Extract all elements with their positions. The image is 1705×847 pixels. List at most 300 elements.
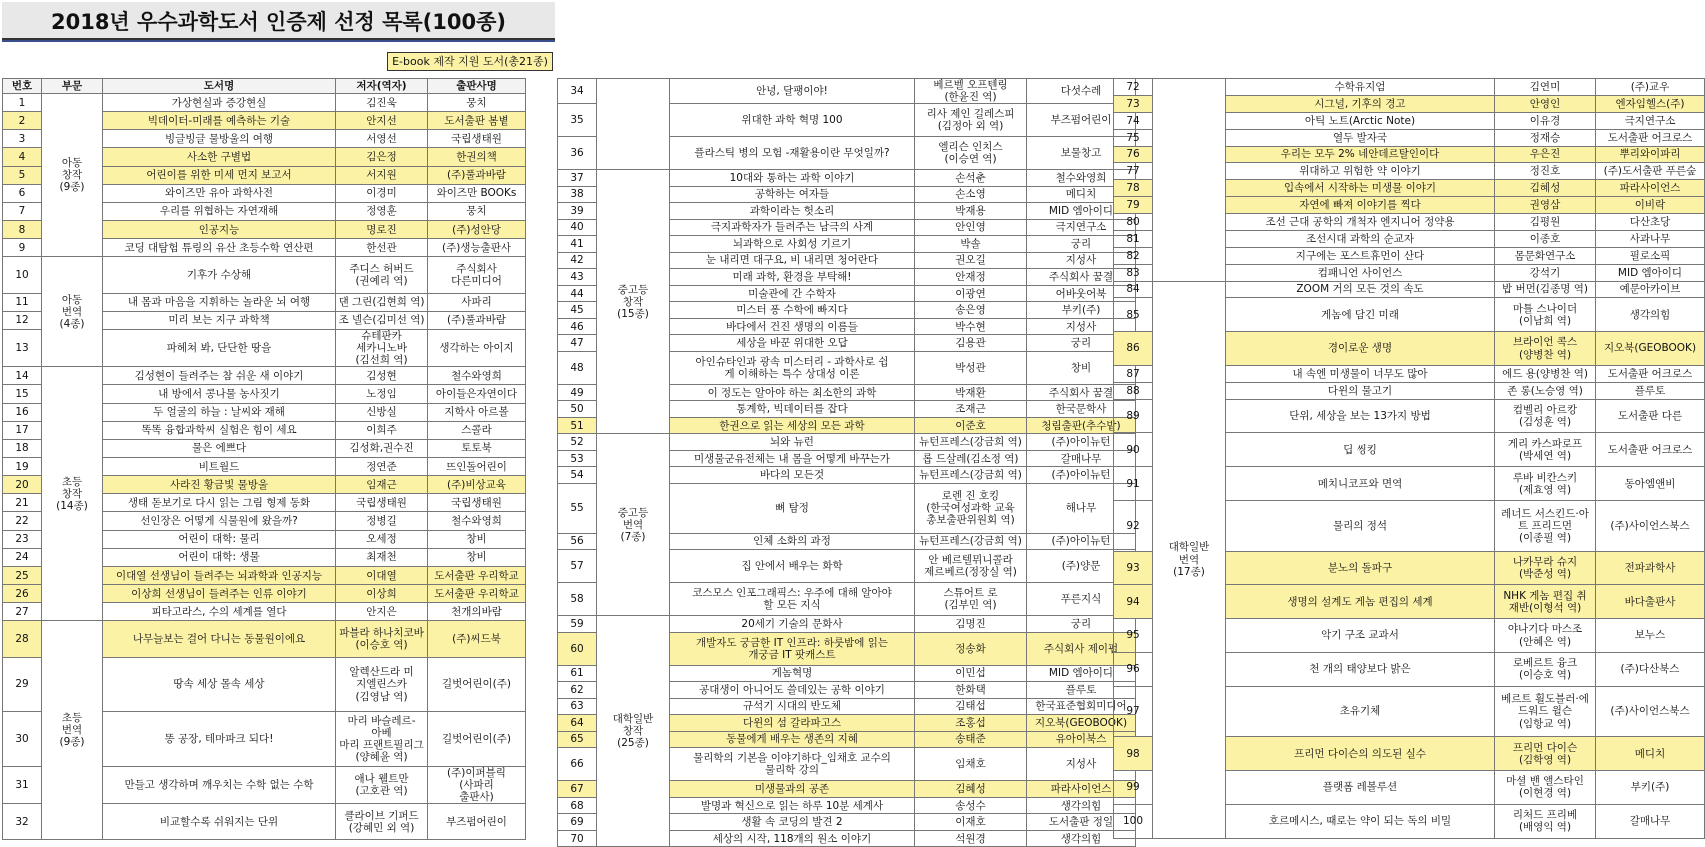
- row-number: 15: [3, 385, 42, 403]
- row-number: 77: [1114, 163, 1153, 180]
- author-cell: 루바 비칸스키 (제효영 역): [1495, 467, 1596, 501]
- book-table: [2, 78, 526, 840]
- publisher-cell: 뜨인돌어린이: [428, 458, 526, 476]
- publisher-cell: (주)아이뉴턴: [1027, 533, 1136, 550]
- book-title: 기후가 수상해: [103, 257, 336, 293]
- book-title: 공대생이 아니어도 쓸데있는 공학 이야기: [670, 682, 915, 699]
- table-row: [558, 79, 1136, 104]
- author-cell: 파블라 하나치코바 (이승호 역): [336, 621, 428, 657]
- book-title: 발명과 혁신으로 읽는 하루 10분 세계사: [670, 797, 915, 814]
- row-number: 5: [3, 166, 42, 184]
- publisher-cell: MID 엠아이디: [1027, 665, 1136, 682]
- publisher-cell: (주)성안당: [428, 221, 526, 239]
- author-cell: 김성화,권수진: [336, 439, 428, 457]
- publisher-cell: (주)아이뉴턴: [1027, 434, 1136, 451]
- author-cell: 조홍섭: [915, 715, 1027, 732]
- author-cell: 마틀 스나이더 (이남희 역): [1495, 298, 1596, 332]
- table-column-3: [1113, 78, 1705, 839]
- book-title: 어린이를 위한 미세 먼지 보고서: [103, 166, 336, 184]
- book-title: 물리의 정석: [1226, 500, 1495, 551]
- author-cell: 애나 웰트만 (고호관 역): [336, 766, 428, 803]
- publisher-cell: 부즈펌어린이: [428, 803, 526, 839]
- publisher-cell: (주)풀과바람: [428, 166, 526, 184]
- header-cell: 출판사명: [428, 79, 526, 94]
- publisher-cell: 갈매나무: [1596, 804, 1705, 838]
- publisher-cell: 파라사이언스: [1596, 180, 1705, 197]
- row-number: 37: [558, 170, 597, 187]
- author-cell: 로렌 진 호킹 (한국여성과학 교육 총보출판위원회 역): [915, 483, 1027, 533]
- publisher-cell: 다산초당: [1596, 214, 1705, 231]
- author-cell: 컴벨리 아르캉 (김성훈 역): [1495, 399, 1596, 433]
- table-row: [1114, 79, 1705, 96]
- row-number: 18: [3, 439, 42, 457]
- book-title: 초유기체: [1226, 686, 1495, 737]
- author-cell: 엘리슨 인치스 (이승연 역): [915, 137, 1027, 170]
- book-title: 뼈 탐정: [670, 483, 915, 533]
- row-number: 39: [558, 203, 597, 220]
- row-number: 98: [1114, 737, 1153, 771]
- row-number: 21: [3, 494, 42, 512]
- author-cell: 송은영: [915, 302, 1027, 319]
- author-cell: 한선관: [336, 239, 428, 257]
- publisher-cell: (주)교우: [1596, 79, 1705, 96]
- author-cell: 명로진: [336, 221, 428, 239]
- author-cell: 김혜성: [1495, 180, 1596, 197]
- book-title: 우리는 모두 2% 네안데르탈인이다: [1226, 146, 1495, 163]
- publisher-cell: 보누스: [1596, 619, 1705, 653]
- author-cell: 안재정: [915, 269, 1027, 286]
- publisher-cell: 유아이북스: [1027, 731, 1136, 748]
- row-number: 59: [558, 616, 597, 633]
- book-title: 안녕, 달팽이야!: [670, 79, 915, 104]
- category-cell: 아동 번역 (4종): [42, 257, 103, 367]
- publisher-cell: 도서출판 다른: [1596, 399, 1705, 433]
- row-number: 81: [1114, 230, 1153, 247]
- book-title: 다윈의 섬 갈라파고스: [670, 715, 915, 732]
- publisher-cell: 아이들은자연이다: [428, 385, 526, 403]
- author-cell: 클라이브 기퍼드 (강혜민 외 역): [336, 803, 428, 839]
- row-number: 41: [558, 236, 597, 253]
- author-cell: 야나기다 마스조 (안혜은 역): [1495, 619, 1596, 653]
- publisher-cell: 푸른지식: [1027, 583, 1136, 616]
- row-number: 3: [3, 130, 42, 148]
- publisher-cell: (주)아이뉴턴: [1027, 467, 1136, 484]
- publisher-cell: 와이즈만 BOOKs: [428, 184, 526, 202]
- author-cell: 강석기: [1495, 264, 1596, 281]
- book-title: 어린이 대학: 생물: [103, 548, 336, 566]
- row-number: 67: [558, 781, 597, 798]
- book-title: 동물에게 배우는 생존의 지혜: [670, 731, 915, 748]
- publisher-cell: 천개의바람: [428, 603, 526, 621]
- author-cell: 정영훈: [336, 202, 428, 220]
- author-cell: 나카무라 슈지 (박준성 역): [1495, 551, 1596, 585]
- author-cell: 뉴턴프레스(강금희 역): [915, 533, 1027, 550]
- book-title: 비트월드: [103, 458, 336, 476]
- author-cell: 임재근: [336, 476, 428, 494]
- author-cell: 댄 그린(김현희 역): [336, 293, 428, 311]
- publisher-cell: 생각의힘: [1027, 797, 1136, 814]
- book-title: 빙글빙글 물방울의 여행: [103, 130, 336, 148]
- row-number: 46: [558, 318, 597, 335]
- publisher-cell: 필로소픽: [1596, 247, 1705, 264]
- publisher-cell: 도서출판 봄볕: [428, 112, 526, 130]
- author-cell: 박재환: [915, 384, 1027, 401]
- author-cell: 뉴턴프레스(강금희 역): [915, 467, 1027, 484]
- author-cell: 정재승: [1495, 129, 1596, 146]
- author-cell: 정송화: [915, 632, 1027, 665]
- publisher-cell: 청림출판(추수밭): [1027, 417, 1136, 434]
- row-number: 62: [558, 682, 597, 699]
- book-title: 어린이 대학: 물리: [103, 530, 336, 548]
- page-title: 2018년 우수과학도서 인증제 선정 목록(100종): [50, 10, 506, 34]
- row-number: 6: [3, 184, 42, 202]
- table-row: [3, 94, 526, 112]
- author-cell: 신방실: [336, 403, 428, 421]
- row-number: 43: [558, 269, 597, 286]
- row-number: 88: [1114, 382, 1153, 399]
- book-title: 규석기 시대의 반도체: [670, 698, 915, 715]
- book-title: 컴패니언 사이언스: [1226, 264, 1495, 281]
- row-number: 28: [3, 621, 42, 657]
- row-number: 89: [1114, 399, 1153, 433]
- row-number: 36: [558, 137, 597, 170]
- author-cell: 안지선: [336, 112, 428, 130]
- book-title: 내 방에서 콩나물 농사짓기: [103, 385, 336, 403]
- table-row: [558, 434, 1136, 451]
- author-cell: 로베르트 융크 (이승호 역): [1495, 652, 1596, 686]
- row-number: 76: [1114, 146, 1153, 163]
- row-number: 94: [1114, 585, 1153, 619]
- book-title: 생태 돋보기로 다시 읽는 그림 형제 동화: [103, 494, 336, 512]
- publisher-cell: 다섯수레: [1027, 79, 1136, 104]
- book-title: 공학하는 여자들: [670, 186, 915, 203]
- author-cell: 정진호: [1495, 163, 1596, 180]
- row-number: 29: [3, 657, 42, 712]
- book-title: 우리를 위협하는 자연재해: [103, 202, 336, 220]
- book-title: 한권으로 읽는 세상의 모든 과학: [670, 417, 915, 434]
- author-cell: 김평원: [1495, 214, 1596, 231]
- author-cell: 박수현: [915, 318, 1027, 335]
- row-number: 83: [1114, 264, 1153, 281]
- book-title: 경이로운 생명: [1226, 332, 1495, 366]
- book-title: 10대와 통하는 과학 이야기: [670, 170, 915, 187]
- book-title: 미생물과의 공존: [670, 781, 915, 798]
- publisher-cell: 메디치: [1027, 186, 1136, 203]
- row-number: 27: [3, 603, 42, 621]
- author-cell: 이대열: [336, 566, 428, 584]
- row-number: 8: [3, 221, 42, 239]
- book-title: 김성현이 들려주는 참 쉬운 새 이야기: [103, 367, 336, 385]
- book-title: 통계학, 빅데이터를 잡다: [670, 401, 915, 418]
- row-number: 64: [558, 715, 597, 732]
- publisher-cell: MID 엠아이디: [1027, 203, 1136, 220]
- publisher-cell: (주)사이언스북스: [1596, 686, 1705, 737]
- table-row: [558, 616, 1136, 633]
- book-title: 파헤쳐 봐, 단단한 땅을: [103, 330, 336, 367]
- row-number: 48: [558, 351, 597, 384]
- publisher-cell: (주)생능출판사: [428, 239, 526, 257]
- book-title: 세상을 바꾼 위대한 오답: [670, 335, 915, 352]
- publisher-cell: 이비락: [1596, 197, 1705, 214]
- publisher-cell: 동아엠앤비: [1596, 467, 1705, 501]
- row-number: 65: [558, 731, 597, 748]
- book-title: 비교할수록 쉬워지는 단위: [103, 803, 336, 839]
- header-cell: 부문: [42, 79, 103, 94]
- author-cell: 오세정: [336, 530, 428, 548]
- book-title: 20세기 기술의 문화사: [670, 616, 915, 633]
- publisher-cell: 도서출판 우리학교: [428, 566, 526, 584]
- author-cell: 김진욱: [336, 94, 428, 112]
- header-cell: 저자(역자): [336, 79, 428, 94]
- publisher-cell: 뭉치: [428, 94, 526, 112]
- row-number: 49: [558, 384, 597, 401]
- table-row: [3, 367, 526, 385]
- author-cell: 리처드 프리베 (배영익 역): [1495, 804, 1596, 838]
- row-number: 45: [558, 302, 597, 319]
- row-number: 74: [1114, 112, 1153, 129]
- row-number: 66: [558, 748, 597, 781]
- publisher-cell: 도서출판 어크로스: [1596, 433, 1705, 467]
- row-number: 87: [1114, 365, 1153, 382]
- author-cell: 박재용: [915, 203, 1027, 220]
- author-cell: 안영인: [1495, 95, 1596, 112]
- publisher-cell: 부키(주): [1596, 771, 1705, 805]
- title-bar: [2, 2, 555, 40]
- publisher-cell: (주)비상교육: [428, 476, 526, 494]
- publisher-cell: 국립생태원: [428, 130, 526, 148]
- publisher-cell: 궁리: [1027, 236, 1136, 253]
- row-number: 92: [1114, 500, 1153, 551]
- publisher-cell: 생각의힘: [1596, 298, 1705, 332]
- author-cell: 마셜 밴 앨스타인 (이현경 역): [1495, 771, 1596, 805]
- author-cell: 송태준: [915, 731, 1027, 748]
- publisher-cell: 지성사: [1027, 252, 1136, 269]
- row-number: 19: [3, 458, 42, 476]
- publisher-cell: 지성사: [1027, 748, 1136, 781]
- book-title: 생활 속 코딩의 발견 2: [670, 814, 915, 831]
- publisher-cell: 철수와영희: [1027, 170, 1136, 187]
- row-number: 63: [558, 698, 597, 715]
- row-number: 90: [1114, 433, 1153, 467]
- book-title: 위대하고 위험한 약 이야기: [1226, 163, 1495, 180]
- row-number: 40: [558, 219, 597, 236]
- author-cell: 안인영: [915, 219, 1027, 236]
- publisher-cell: (주)도서출판 푸른숲: [1596, 163, 1705, 180]
- book-title: 입속에서 시작하는 미생물 이야기: [1226, 180, 1495, 197]
- author-cell: 김혜성: [915, 781, 1027, 798]
- book-title: 내 몸과 마음을 지휘하는 놀라운 뇌 여행: [103, 293, 336, 311]
- row-number: 82: [1114, 247, 1153, 264]
- row-number: 73: [1114, 95, 1153, 112]
- author-cell: 박성관: [915, 351, 1027, 384]
- book-title: 호르메시스, 때로는 약이 되는 독의 비밀: [1226, 804, 1495, 838]
- book-table: [557, 78, 1136, 847]
- row-number: 7: [3, 202, 42, 220]
- book-title: 나무늘보는 걸어 다니는 동물원이에요: [103, 621, 336, 657]
- category-cell: 중고등 창작 (15종): [597, 170, 670, 434]
- author-cell: 손석춘: [915, 170, 1027, 187]
- row-number: 47: [558, 335, 597, 352]
- publisher-cell: (주)사이언스북스: [1596, 500, 1705, 551]
- table-header-row: [3, 79, 526, 94]
- row-number: 52: [558, 434, 597, 451]
- publisher-cell: 도서출판 우리학교: [428, 585, 526, 603]
- row-number: 14: [3, 367, 42, 385]
- row-number: 4: [3, 148, 42, 166]
- row-number: 75: [1114, 129, 1153, 146]
- author-cell: 이민섭: [915, 665, 1027, 682]
- row-number: 79: [1114, 197, 1153, 214]
- publisher-cell: 도서출판 어크로스: [1596, 129, 1705, 146]
- book-title: 조선시대 과학의 순교자: [1226, 230, 1495, 247]
- book-table: [1113, 78, 1705, 839]
- publisher-cell: 스콜라: [428, 421, 526, 439]
- row-number: 54: [558, 467, 597, 484]
- row-number: 10: [3, 257, 42, 293]
- book-title: 빅데이터-미래를 예측하는 기술: [103, 112, 336, 130]
- row-number: 100: [1114, 804, 1153, 838]
- publisher-cell: 주식회사 꿈결: [1027, 269, 1136, 286]
- row-number: 17: [3, 421, 42, 439]
- publisher-cell: 해나무: [1027, 483, 1136, 533]
- author-cell: 안 베르텔뮈니콜라 제르베르(정장실 역): [915, 550, 1027, 583]
- publisher-cell: 생각의힘: [1027, 830, 1136, 847]
- row-number: 51: [558, 417, 597, 434]
- row-number: 1: [3, 94, 42, 112]
- book-title: 미래 과학, 환경을 부탁해!: [670, 269, 915, 286]
- author-cell: 노정임: [336, 385, 428, 403]
- row-number: 34: [558, 79, 597, 104]
- row-number: 91: [1114, 467, 1153, 501]
- author-cell: 리사 제인 길레스피 (김정아 외 역): [915, 104, 1027, 137]
- publisher-cell: 도서출판 어크로스: [1596, 365, 1705, 382]
- author-cell: 김태섭: [915, 698, 1027, 715]
- row-number: 78: [1114, 180, 1153, 197]
- row-number: 70: [558, 830, 597, 847]
- author-cell: 권오길: [915, 252, 1027, 269]
- book-title: 피타고라스, 수의 세계를 열다: [103, 603, 336, 621]
- book-title: 코딩 대탐험 튜링의 유산 초등수학 연산편: [103, 239, 336, 257]
- book-title: 뇌과학으로 사회성 기르기: [670, 236, 915, 253]
- author-cell: 김연미: [1495, 79, 1596, 96]
- book-title: 미생물군유전체는 내 몸을 어떻게 바꾸는가: [670, 450, 915, 467]
- row-number: 93: [1114, 551, 1153, 585]
- book-title: 뇌와 뉴런: [670, 434, 915, 451]
- book-title: 가상현실과 증강현실: [103, 94, 336, 112]
- publisher-cell: 한권의책: [428, 148, 526, 166]
- author-cell: 안지은: [336, 603, 428, 621]
- author-cell: 이준호: [915, 417, 1027, 434]
- publisher-cell: 파라사이언스: [1027, 781, 1136, 798]
- row-number: 96: [1114, 652, 1153, 686]
- book-title: 조선 근대 공학의 개척자 엔지니어 정약용: [1226, 214, 1495, 231]
- book-title: 생명의 설계도 게놈 편집의 세계: [1226, 585, 1495, 619]
- author-cell: 국립생태원: [336, 494, 428, 512]
- row-number: 97: [1114, 686, 1153, 737]
- row-number: 11: [3, 293, 42, 311]
- author-cell: 서영선: [336, 130, 428, 148]
- publisher-cell: 궁리: [1027, 616, 1136, 633]
- publisher-cell: 지학사 아르볼: [428, 403, 526, 421]
- row-number: 25: [3, 566, 42, 584]
- author-cell: 몸문화연구소: [1495, 247, 1596, 264]
- publisher-cell: 창비: [428, 530, 526, 548]
- book-title: 눈 내리면 대구요, 비 내리면 청어란다: [670, 252, 915, 269]
- category-cell: [1153, 79, 1226, 282]
- row-number: 12: [3, 311, 42, 329]
- publisher-cell: 한국문학사: [1027, 401, 1136, 418]
- book-title: 바다의 모든것: [670, 467, 915, 484]
- category-cell: 중고등 번역 (7종): [597, 434, 670, 616]
- row-number: 13: [3, 330, 42, 367]
- publisher-cell: 창비: [1027, 351, 1136, 384]
- author-cell: 스튜어트 로 (김부민 역): [915, 583, 1027, 616]
- book-title: 프리먼 다이슨의 의도된 실수: [1226, 737, 1495, 771]
- author-cell: 마리 바슬레르-아베 마리 프랜트필리그 (양혜윤 역): [336, 712, 428, 767]
- category-cell: [597, 79, 670, 170]
- book-title: 이대열 선생님이 들려주는 뇌과학과 인공지능: [103, 566, 336, 584]
- author-cell: 박솔: [915, 236, 1027, 253]
- author-cell: 이재호: [915, 814, 1027, 831]
- book-title: 개발자도 궁금한 IT 인프라: 하룻밤에 읽는 개궁금 IT 팟캐스트: [670, 632, 915, 665]
- publisher-cell: 어바웃어북: [1027, 285, 1136, 302]
- row-number: 69: [558, 814, 597, 831]
- row-number: 68: [558, 797, 597, 814]
- book-title: 인체 소화의 과정: [670, 533, 915, 550]
- book-title: 악기 구조 교과서: [1226, 619, 1495, 653]
- author-cell: 정병길: [336, 512, 428, 530]
- book-title: 플라스틱 병의 모험 -재활용이란 무엇일까?: [670, 137, 915, 170]
- author-cell: 김용관: [915, 335, 1027, 352]
- publisher-cell: 뿌리와이파리: [1596, 146, 1705, 163]
- row-number: 84: [1114, 281, 1153, 298]
- author-cell: 이유경: [1495, 112, 1596, 129]
- book-title: 코스모스 인포그래픽스: 우주에 대해 알아야 할 모든 지식: [670, 583, 915, 616]
- publisher-cell: 플루토: [1596, 382, 1705, 399]
- book-title: 수학유지엄: [1226, 79, 1495, 96]
- publisher-cell: (주)양문: [1027, 550, 1136, 583]
- author-cell: 에드 용(양병찬 역): [1495, 365, 1596, 382]
- author-cell: 프리먼 다이슨 (김학영 역): [1495, 737, 1596, 771]
- row-number: 30: [3, 712, 42, 767]
- table-column-2: [557, 78, 1136, 847]
- publisher-cell: 길벗어린이(주): [428, 657, 526, 712]
- author-cell: 레너드 서스킨드·아 트 프리드먼 (이종필 역): [1495, 500, 1596, 551]
- author-cell: 조재근: [915, 401, 1027, 418]
- book-title: 지구에는 포스트휴먼이 산다: [1226, 247, 1495, 264]
- book-title: 천 개의 태양보다 밝은: [1226, 652, 1495, 686]
- row-number: 38: [558, 186, 597, 203]
- author-cell: 베르트 횔도블러·에 드워드 윌슨 (임항교 역): [1495, 686, 1596, 737]
- book-title: 게놈에 담긴 미래: [1226, 298, 1495, 332]
- book-title: 딥 씽킹: [1226, 433, 1495, 467]
- row-number: 50: [558, 401, 597, 418]
- row-number: 85: [1114, 298, 1153, 332]
- table-row: [558, 170, 1136, 187]
- row-number: 35: [558, 104, 597, 137]
- header-cell: 도서명: [103, 79, 336, 94]
- publisher-cell: 지성사: [1027, 318, 1136, 335]
- row-number: 44: [558, 285, 597, 302]
- book-title: 플랫폼 레볼루션: [1226, 771, 1495, 805]
- title-underline: [2, 40, 555, 42]
- publisher-cell: (주)이퍼블릭(사파리 출판사): [428, 766, 526, 803]
- author-cell: 게리 카스파로프 (박세연 역): [1495, 433, 1596, 467]
- author-cell: 알렉산드라 미 지엘린스카 (김영남 역): [336, 657, 428, 712]
- author-cell: 이광연: [915, 285, 1027, 302]
- author-cell: 브라이언 콕스 (양병찬 역): [1495, 332, 1596, 366]
- author-cell: 롭 드살레(김소정 역): [915, 450, 1027, 467]
